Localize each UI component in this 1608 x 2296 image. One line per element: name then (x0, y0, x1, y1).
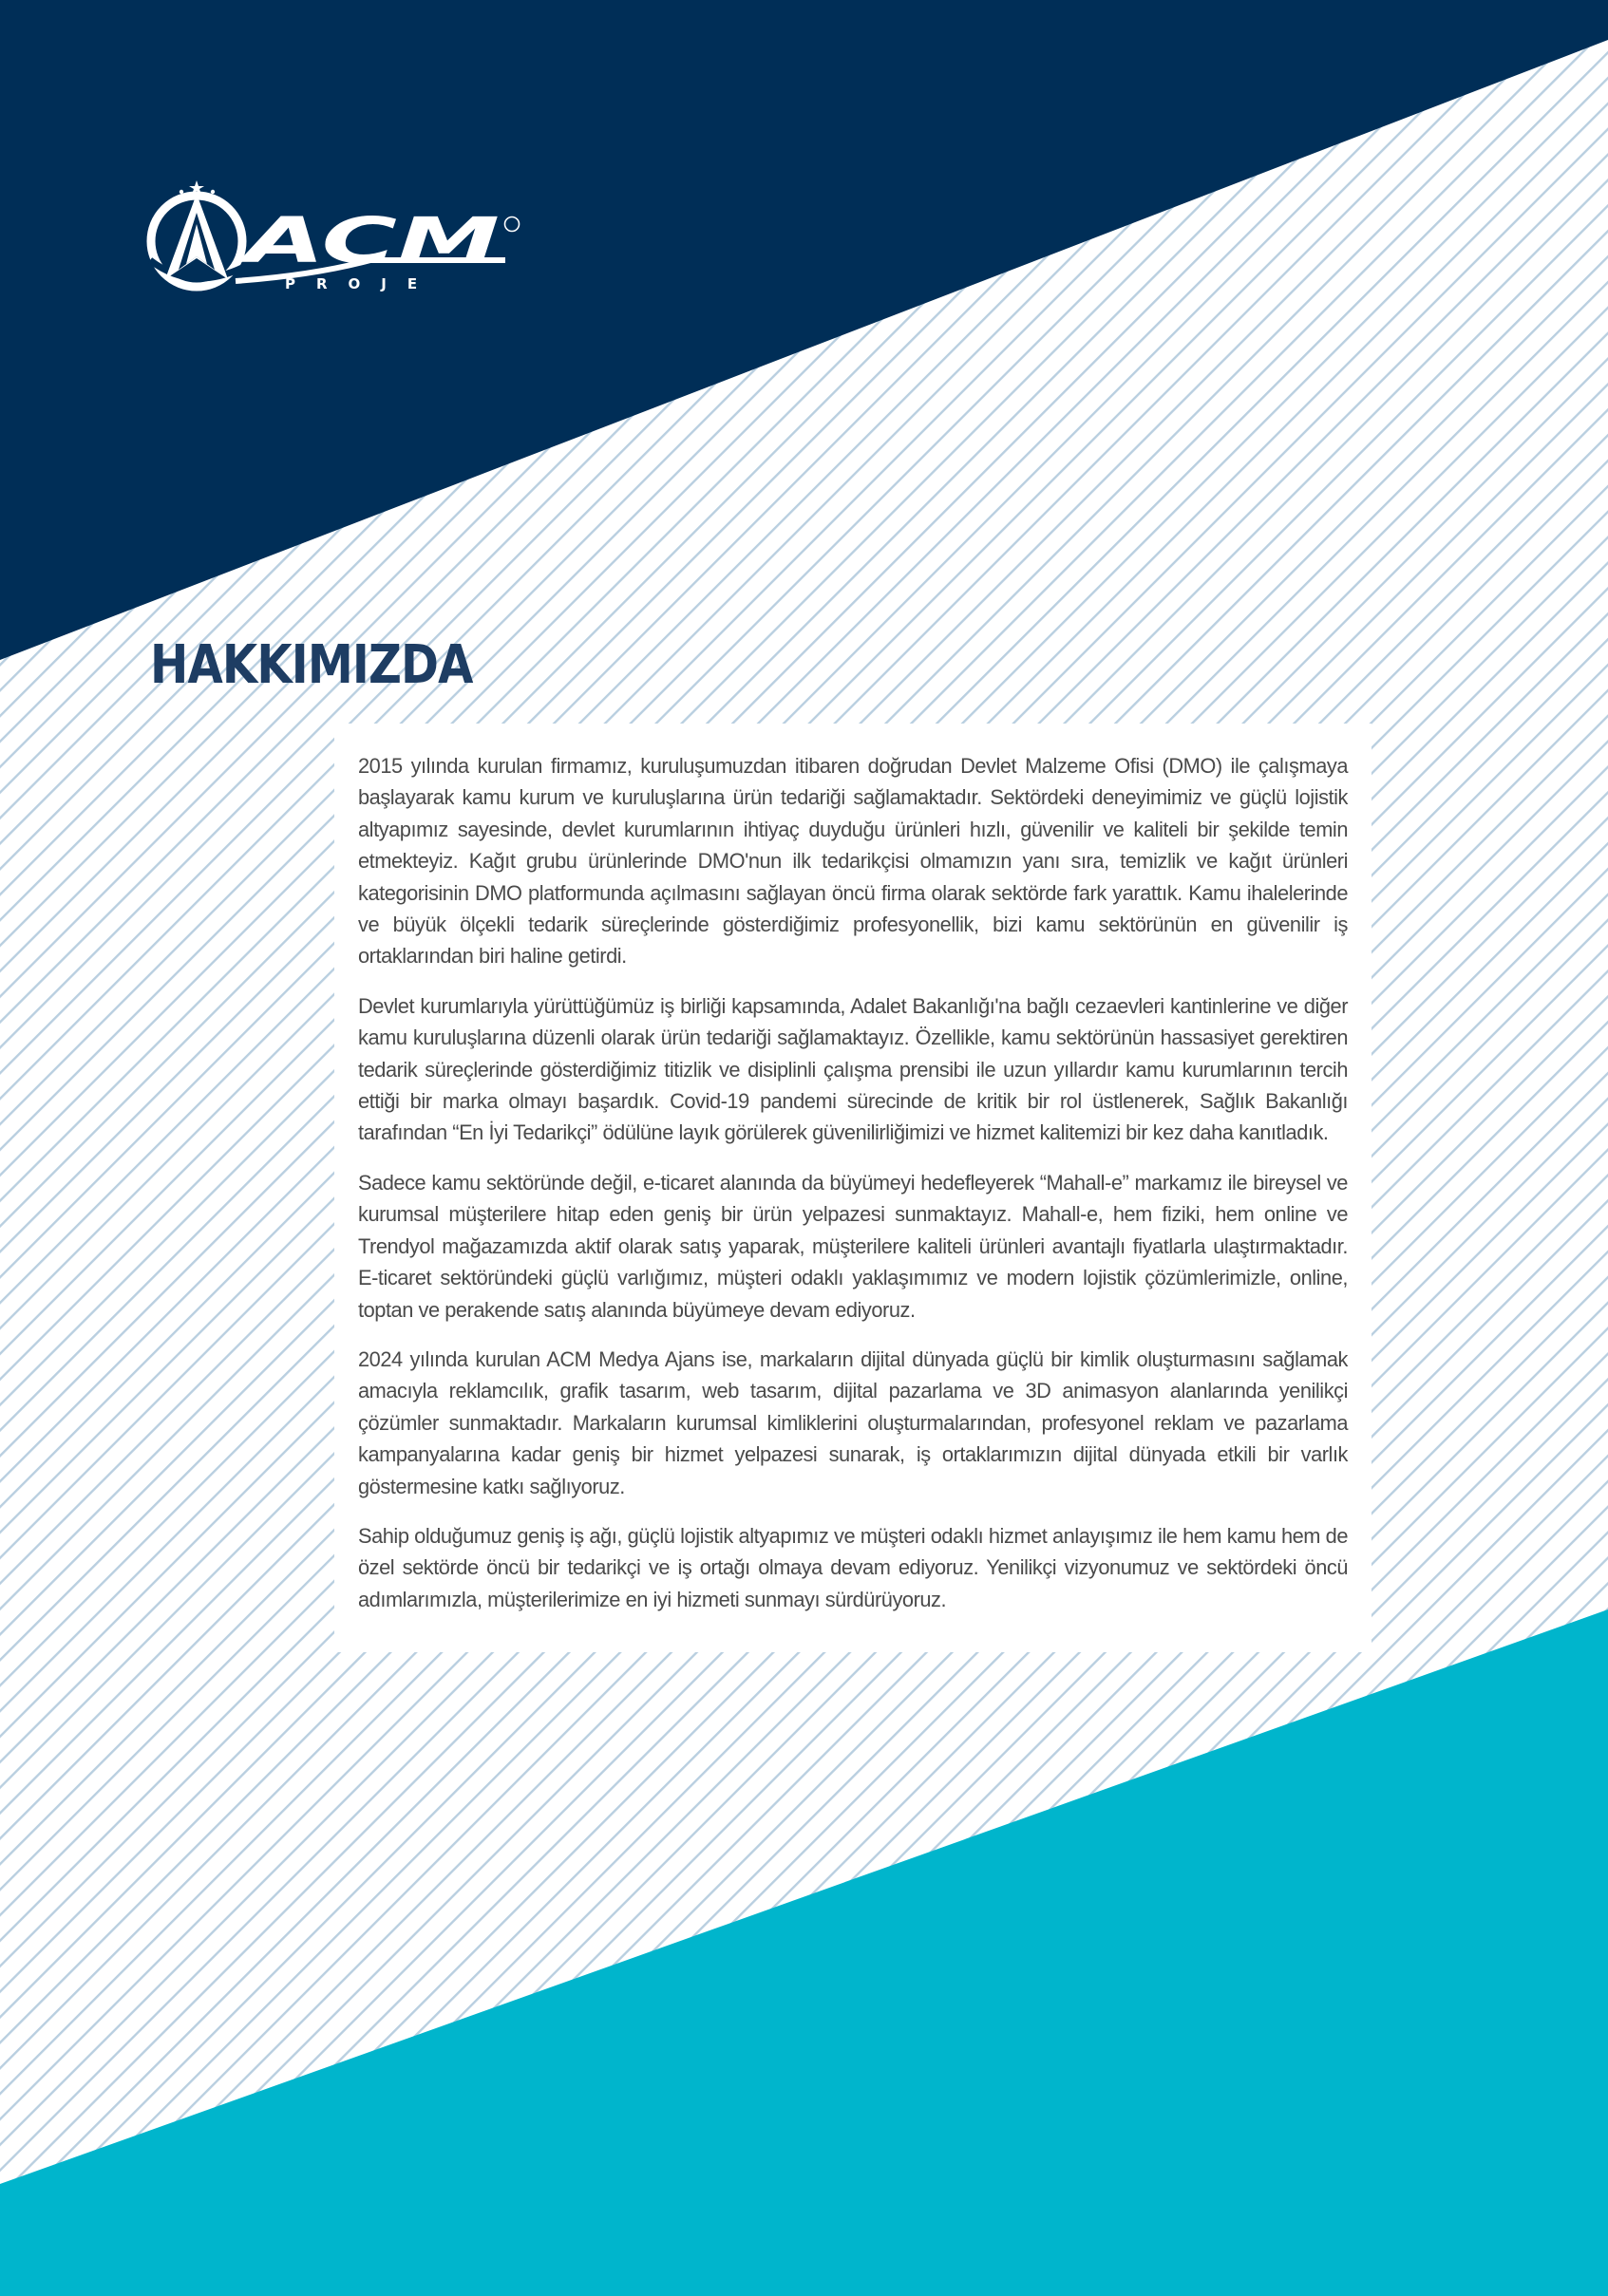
about-text-panel (334, 724, 1372, 1652)
acm-proje-logo (142, 180, 522, 304)
logo-wordmark: ACM (236, 204, 501, 277)
paragraph-media-agency: 2024 yılında kurulan ACM Medya Ajans ise, markaların dijital dünyada güçlü bir kimlik oluşturmasını sağlamak amacıyla reklamcılık, grafik tasarım, web tasarım, dijital pazarlama ve 3D animasyon alanlarında yenilikçi çözümler sunmaktadır. Markaların kurumsal kimliklerini oluşturmalarından, profesyonel reklam ve pazarlama kampanyalarına kadar geniş bir hizmet yelpazesi sunarak, iş ortaklarımızın dijital dünyada etkili bir varlık göstermesine katkı sağlıyoruz. (358, 1346, 1348, 1498)
small-star-icon (211, 190, 215, 194)
paragraph-history: 2015 yılında kurulan firmamız, kuruluşumuzdan itibaren doğrudan Devlet Malzeme Ofisi (DMO) ile çalışmaya başlayarak kamu kurum ve kuruluşlarına ürün tedariği sağlamaktadır. Sektördeki deneyimimiz ve güçlü lojistik altyapımız sayesinde, devlet kurumlarının ihtiyaç duyduğu ürünleri hızlı, güvenilir ve kaliteli bir şekilde temin etmekteyiz. Kağıt grubu ürünlerinde DMO'nun ilk tedarikçisi olmamızın yanı sıra, temizlik ve kağıt ürünleri kategorisinin DMO platformunda açılmasını sağlayan öncü firma olarak sektörde fark yarattık. Kamu ihalelerinde ve büyük ölçekli tedarik süreçlerinde gösterdiğimiz profesyonellik, bizi kamu sektörünün en güvenilir iş ortaklarından biri haline getirdi. (358, 754, 1348, 969)
paragraph-public-sector: Devlet kurumlarıyla yürüttüğümüz iş birliği kapsamında, Adalet Bakanlığı'na bağlı cezaevleri kantinlerine ve diğer kamu kuruluşlarına düzenli olarak ürün tedariği sağlamaktayız. Özellikle, kamu sektörünün hassasiyet gerektiren tedarik süreçlerinde gösterdiğimiz titizlik ve disiplinli çalışma prensibi ile uzun yıllardır kamu kurumlarının tercih ettiği bir marka olmayı başardık. Covid-19 pandemi sürecinde de kritik bir rol üstlenerek, Sağlık Bakanlığı tarafından “En İyi Tedarikçi” ödülüne layık görülerek güvenilirliğimizi ve hizmet kalitemizi bir kez daha kanıtladık. (358, 993, 1348, 1145)
small-star-icon (180, 190, 183, 194)
logo-subtitle: PROJE (285, 275, 439, 292)
paragraph-e-commerce: Sadece kamu sektöründe değil, e-ticaret alanında da büyümeyi hedefleyerek “Mahall-e” markamız ile bireysel ve kurumsal müşterilere hitap eden geniş bir ürün yelpazesi sunmaktayız. Mahall-e, hem fiziki, hem online ve Trendyol mağazamızda aktif olarak satış yaparak, müşterilere kaliteli ürünleri avantajlı fiyatlarla ulaştırmaktadır. E-ticaret sektöründeki güçlü varlığımız, müşteri odaklı yaklaşımımız ve modern lojistik çözümlerimizle, online, toptan ve perakende satış alanında büyümeye devam ediyoruz. (358, 1170, 1348, 1322)
paragraph-closing: Sahip olduğumuz geniş iş ağı, güçlü lojistik altyapımız ve müşteri odaklı hizmet anlayışımız ile hem kamu hem de özel sektörde öncü bir tedarikçi ve iş ortağı olmaya devam ediyoruz. Yenilikçi vizyonumuz ve sektördeki öncü adımlarımızla, müşterilerimize en iyi hizmeti sunmayı sürdürüyoruz. (358, 1523, 1348, 1611)
page-title: HAKKIMIZDA (150, 634, 473, 696)
